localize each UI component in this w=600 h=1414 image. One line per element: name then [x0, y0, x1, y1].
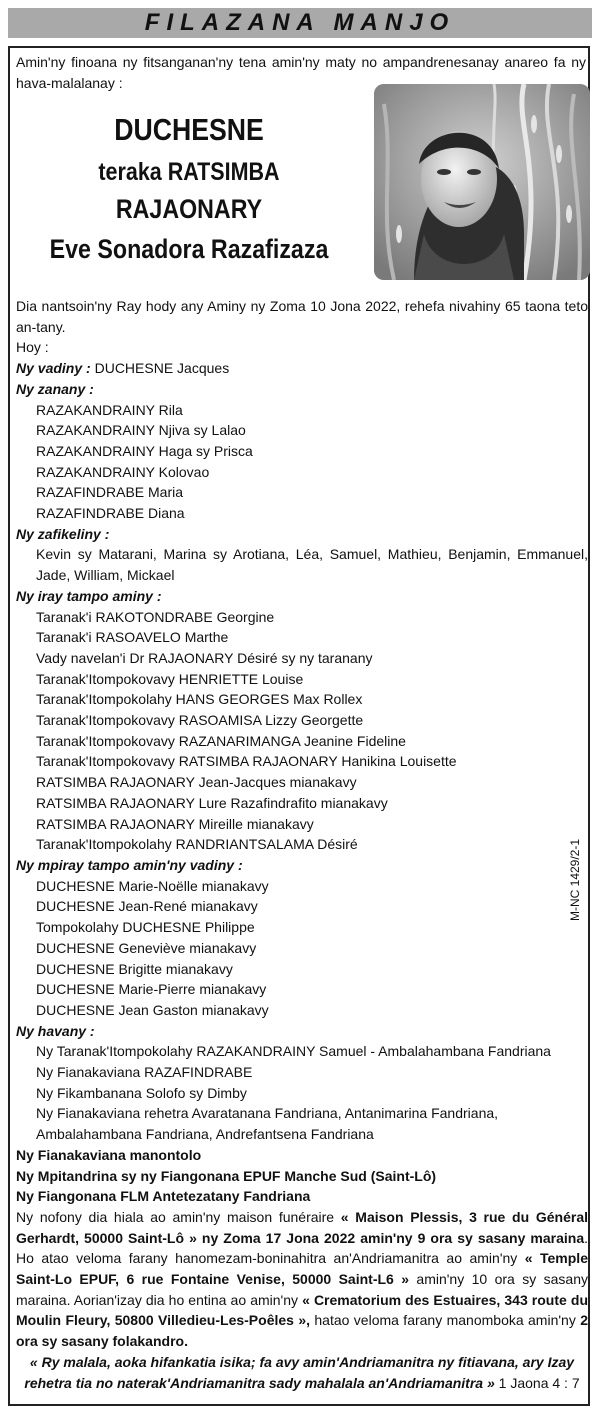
intro-text: Amin'ny finoana ny fitsanganan'ny tena amin'ny maty no ampandrenesanay anareo fa ny hava-malalanay : [16, 54, 586, 91]
list-item: RAZAKANDRAINY Haga sy Prisca [36, 442, 253, 459]
list-item: RAZAFINDRABE Maria [36, 484, 184, 501]
list-item: RATSIMBA RAJAONARY Jean-Jacques mianakavy [36, 774, 357, 791]
list-item: Tompokolahy DUCHESNE Philippe [36, 919, 255, 936]
portrait-photo-icon [374, 84, 590, 280]
list-item: Taranak'Itompokovavy RAZANARIMANGA Jeanine Fideline [36, 732, 406, 749]
reference-code [566, 820, 584, 940]
reference-code-text: M-NC 1429/2-1 [568, 838, 582, 922]
quote-reference: 1 Jaona 4 : 7 [494, 1374, 580, 1391]
list-item: RAZAKANDRAINY Rila [36, 401, 183, 418]
funeral-home: « Maison Plessis, 3 rue du Général Gerhardt, 50000 Saint-Lô » ny Zoma 17 Jona 2022 amin'ny 9 ora sy sasany maraina [16, 1208, 588, 1246]
list-item: Ny Fianakaviana RAZAFINDRABE [36, 1064, 253, 1081]
list-item: DUCHESNE Geneviève mianakavy [36, 939, 257, 956]
family-line: Ny Fianakaviana manontolo [16, 1146, 202, 1163]
list-item: DUCHESNE Brigitte mianakavy [36, 960, 233, 977]
list-item: DUCHESNE Marie-Pierre mianakavy [36, 981, 267, 998]
funeral-text-3: amin'ny 10 ora sy sasany maraina. Aorian'izay dia ho entina ao amin'ny [16, 1271, 589, 1308]
announcement-text: Dia nantsoin'ny Ray hody any Aminy ny Zoma 10 Jona 2022, rehefa nivahiny 65 taona teto an-tany. [16, 298, 588, 335]
church-epuf-line: Ny Mpitandrina sy ny Fiangonana EPUF Manche Sud (Saint-Lô) [16, 1167, 437, 1184]
deceased-given-names: Eve Sonadora Razafizaza [49, 234, 329, 264]
church-flm-line: Ny Fiangonana FLM Antetezatany Fandriana [16, 1188, 311, 1205]
list-item: Taranak'i RASOAVELO Marthe [36, 629, 229, 646]
header-banner [8, 8, 592, 38]
farewell-time: 2 ora sy sasany folakandro. [16, 1312, 588, 1350]
funeral-text-4: hatao veloma farany manomboka amin'ny [310, 1312, 581, 1329]
list-item: Taranak'Itompokovavy HENRIETTE Louise [36, 670, 304, 687]
list-item: RAZAKANDRAINY Kolovao [36, 463, 210, 480]
list-item: Vady navelan'i Dr RAJAONARY Désiré sy ny taranany [36, 649, 373, 666]
list-item: RAZAKANDRAINY Njiva sy Lalao [36, 422, 246, 439]
grandchildren-text: Kevin sy Matarani, Marina sy Arotiana, Léa, Samuel, Mathieu, Benjamin, Emmanuel, Jade, William, Mickael [36, 546, 588, 584]
siblings-label: Ny iray tampo aminy : [16, 587, 162, 604]
list-item: Ny Taranak'Itompokolahy RAZAKANDRAINY Samuel - Ambalahambana Fandriana [36, 1043, 551, 1060]
hoy-label: Hoy : [16, 339, 49, 356]
list-item: RATSIMBA RAJAONARY Mireille mianakavy [36, 815, 314, 832]
deceased-family-name: RAJAONARY [115, 194, 263, 224]
spouse-name: DUCHESNE Jacques [90, 360, 230, 377]
list-item: DUCHESNE Marie-Noëlle mianakavy [36, 877, 269, 894]
funeral-text-2: . Ho atao veloma farany hanomezam-boninahitra an'Andriamanitra ao amin'ny [16, 1229, 588, 1267]
notice-body [16, 296, 588, 1393]
spouse-line [16, 358, 588, 379]
list-item: Ny Fikambanana Solofo sy Dimby [36, 1084, 247, 1101]
list-item: Taranak'i RAKOTONDRABE Georgine [36, 608, 275, 625]
list-item: Taranak'Itompokolahy HANS GEORGES Max Rollex [36, 691, 363, 708]
quote-text: « Ry malala, aoka hifankatia isika; fa avy amin'Andriamanitra ny fitiavana, ary Izay rehetra tia no naterak'Andriamanitra sady mahalala an'Andriamanitra » [24, 1353, 575, 1391]
children-label: Ny zanany : [16, 380, 94, 397]
list-item: RAZAFINDRABE Diana [36, 505, 185, 522]
list-item: DUCHESNE Jean-René mianakavy [36, 898, 258, 915]
list-item: Taranak'Itompokovavy RATSIMBA RAJAONARY Hanikina Louisette [36, 753, 457, 770]
funeral-text-1: Ny nofony dia hiala ao amin'ny maison funéraire [16, 1208, 341, 1225]
spouse-siblings-label: Ny mpiray tampo amin'ny vadiny : [16, 856, 243, 873]
bible-quote [16, 1352, 588, 1393]
header-title: FILAZANA MANJO [144, 9, 456, 36]
list-item: Ny Fianakaviana rehetra Avaratanana Fandriana, Antanimarina Fandriana, Ambalahambana Fandriana, Andrefantsena Fandriana [36, 1105, 499, 1143]
deceased-maiden-name: teraka RATSIMBA [98, 158, 280, 186]
list-item: Taranak'Itompokovavy RASOAMISA Lizzy Georgette [36, 712, 364, 729]
list-item: Taranak'Itompokolahy RANDRIANTSALAMA Désiré [36, 836, 358, 853]
list-item: DUCHESNE Jean Gaston mianakavy [36, 1001, 269, 1018]
crematorium-address: « Crematorium des Estuaires, 343 route du Moulin Fleury, 50800 Villedieu-Les-Poêles », [16, 1291, 588, 1329]
list-item: RATSIMBA RAJAONARY Lure Razafindrafito mianakavy [36, 794, 388, 811]
deceased-surname: DUCHESNE [114, 112, 264, 147]
spouse-label: Ny vadiny : [16, 360, 91, 377]
relatives-label: Ny havany : [16, 1022, 95, 1039]
grandchildren-label: Ny zafikeliny : [16, 525, 110, 542]
temple-address: « Temple Saint-Lo EPUF, 6 rue Fontaine Venise, 50000 Saint-L6 » [16, 1250, 588, 1288]
funeral-details [16, 1207, 588, 1352]
